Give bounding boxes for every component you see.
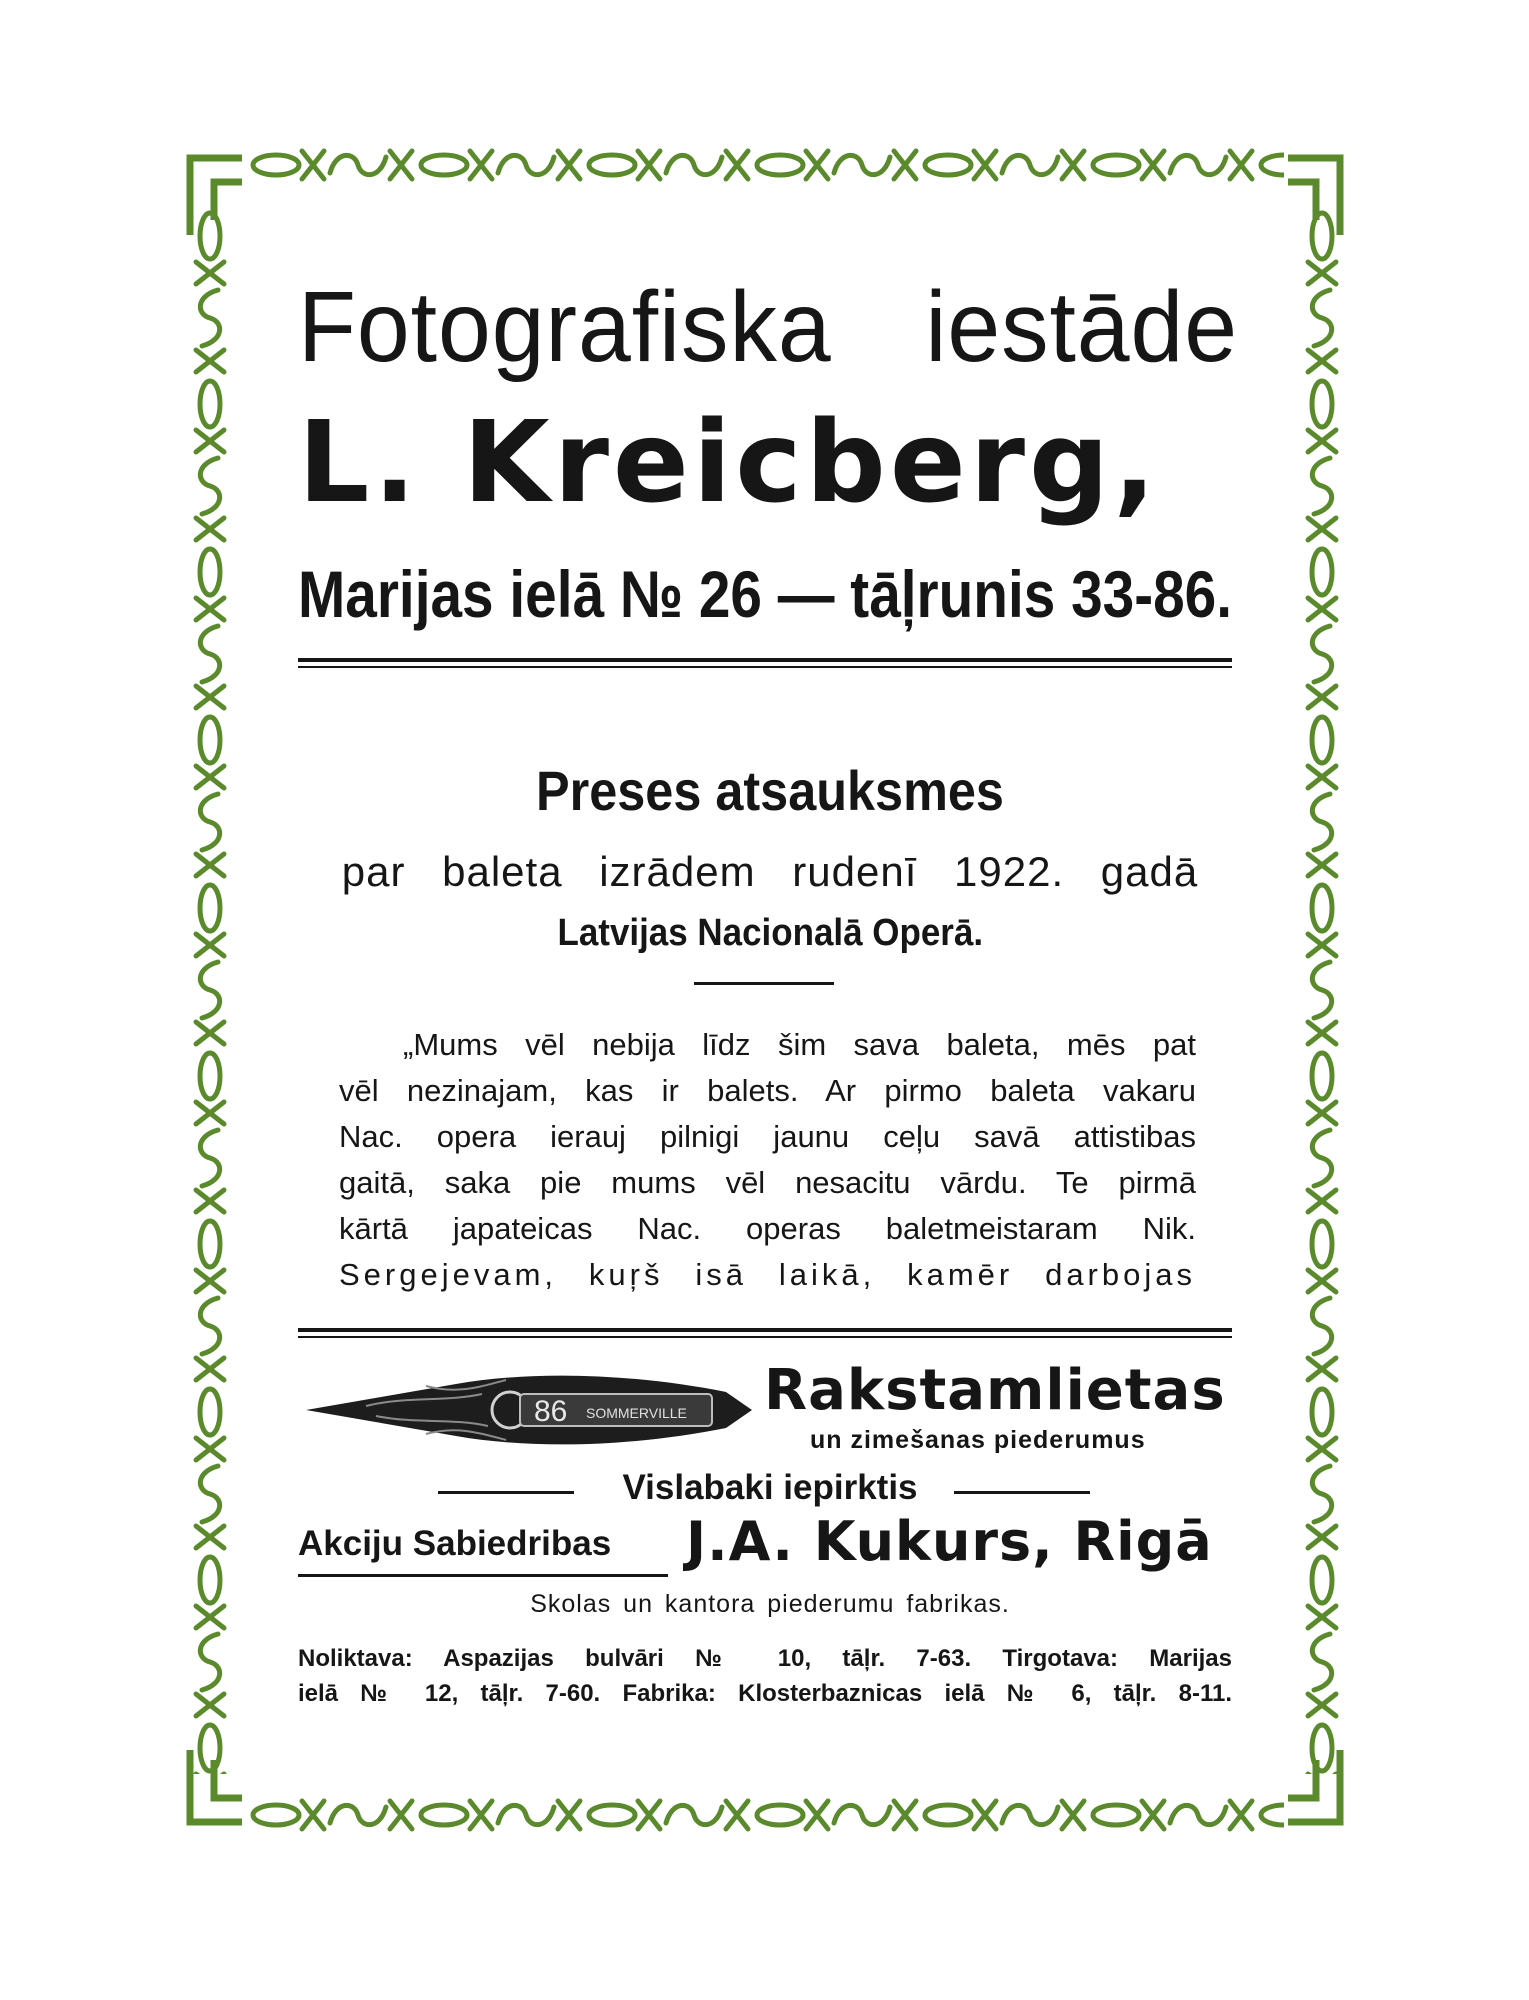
studio-title: Fotografiska iestāde <box>298 271 1238 383</box>
quote-line: Nac. opera ierauj pilnigi jaunu ceļu savā attistibas <box>339 1119 1196 1154</box>
press-quote <box>339 1022 1196 1298</box>
quote-line: Sergejevam, kuŗš isā laikā, kamēr darbojas <box>339 1257 1196 1292</box>
studio-address <box>298 556 1384 632</box>
buy-text: Vislabaki iepirktis <box>622 1468 918 1507</box>
buy-line-right <box>954 1491 1090 1494</box>
company-prefix-underline <box>298 1574 668 1577</box>
short-divider <box>694 982 834 985</box>
double-rule-bottom-b <box>298 1336 1232 1338</box>
quote-line: gaitā, saka pie mums vēl nesacitu vārdu. Te pirmā <box>339 1165 1196 1200</box>
double-rule-top-b <box>298 666 1232 668</box>
address-line: Noliktava: Aspazijas bulvāri № 10, tāļr. 7-63. Tirgotava: Marijas <box>298 1645 1232 1672</box>
quote-line: kārtā japateicas Nac. operas baletmeistaram Nik. <box>339 1211 1196 1246</box>
company-prefix: Akciju Sabiedribas <box>298 1524 612 1563</box>
quote-line: „Mums vēl nebija līdz šim sava baleta, mēs pat <box>403 1027 1196 1062</box>
company-name: J.A. Kukurs, Rigā <box>686 1510 1213 1573</box>
pen-nib-icon <box>306 1366 758 1454</box>
address-line: ielā № 12, tāļr. 7-60. Fabrika: Klosterbaznicas ielā № 6, tāļr. 8-11. <box>298 1680 1232 1707</box>
press-subheading: par baleta izrādem rudenī 1922. gadā <box>341 848 1199 895</box>
press-heading-text: Preses atsauksmes <box>536 759 1004 822</box>
press-opera <box>300 912 1240 955</box>
double-rule-bottom-a <box>298 1328 1232 1332</box>
studio-address-text: Marijas ielā № 26 — tāļrunis 33-86. <box>298 557 1233 631</box>
quote-line: vēl nezinajam, kas ir balets. Ar pirmo baleta vakaru <box>339 1073 1196 1108</box>
press-opera-text: Latvijas Nacionalā Operā. <box>557 912 983 954</box>
pen-number: 86 <box>534 1395 568 1428</box>
pen-brand: SOMMERVILLE <box>586 1405 687 1421</box>
press-heading <box>300 758 1240 823</box>
factory-text: Skolas un kantora piederumu fabrikas. <box>530 1590 1010 1618</box>
advert-subtitle: un zimešanas piederumus <box>810 1426 1146 1454</box>
advert-title: Rakstamlietas <box>764 1358 1226 1423</box>
double-rule-top-a <box>298 658 1232 662</box>
studio-name: L. Kreicberg, <box>298 398 1160 528</box>
